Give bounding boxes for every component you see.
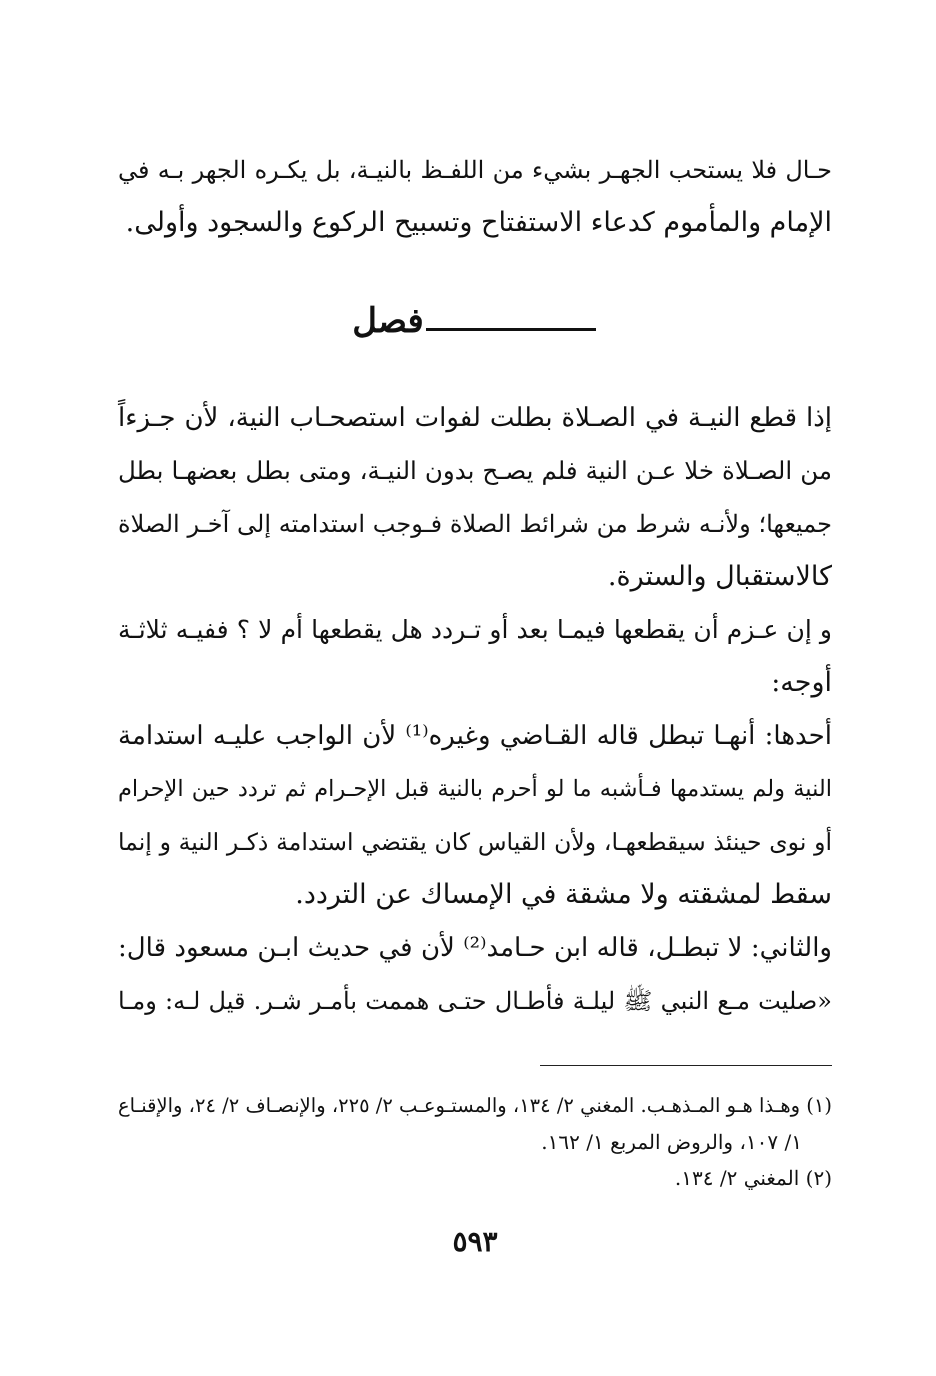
body-line: سقط لمشقته ولا مشقة في الإمساك عن التردد. xyxy=(295,879,832,910)
footnote-separator xyxy=(540,1065,832,1066)
body-line: أو نوى حينئذ سيقطعهـا، ولأن القياس كان يقتضي استدامة ذكـر النية و إنما xyxy=(118,828,832,856)
body-line: من الصـلاة خلا عـن النية فلم يصـح بدون النيـة، ومتى بطل بعضهـا بطل xyxy=(118,456,832,485)
body-line: إذا قطع النيـة في الصـلاة بطلت لفوات استصحـاب النية، لأن جـزءاً xyxy=(118,403,832,433)
body-line: جميعها؛ ولأنـه شرط من شرائط الصلاة فـوجب استدامته إلى آخـر الصلاة xyxy=(118,510,832,538)
footnote-line: (٢) المغني ٢/ ١٣٤. xyxy=(674,1166,832,1190)
body-line: أوجه: xyxy=(771,667,832,698)
body-line: والثاني: لا تبطـل، قاله ابن حـامد⁽²⁾ لأن في حديث ابـن مسعود قال: xyxy=(118,933,832,963)
book-page xyxy=(118,0,832,1376)
heading-kashida-line xyxy=(426,328,596,331)
body-line: حـال فلا يستحب الجهـر بشيء من اللفـظ بالنيـة، بل يكـره الجهر بـه في xyxy=(118,156,832,184)
footnote-line: (١) وهـذا هـو المـذهـب. المغني ٢/ ١٣٤، والمستـوعـب ٢/ ٢٢٥، والإنصـاف ٢/ ٢٤، والإقنـاع xyxy=(118,1094,832,1117)
footnote-line: ١/ ١٠٧، والروض المربع ١/ ١٦٢. xyxy=(541,1130,802,1154)
section-heading xyxy=(118,296,832,346)
body-line: أحدها: أنهـا تبطل قاله القـاضي وغيره⁽¹⁾ لأن الواجب عليـه استدامة xyxy=(118,721,832,751)
section-heading-text: فصل xyxy=(352,301,424,341)
body-line: «صليت مـع النبي ﷺ ليلـة فأطـال حتـى هممت بأمـر شـر. قيل لـه: ومـا xyxy=(118,987,832,1015)
body-line: النية ولم يستدمها فـأشبه ما لو أحرم بالنية قبل الإحـرام ثم تردد حين الإحرام xyxy=(118,776,832,802)
page-number: ٥٩٣ xyxy=(452,1225,498,1258)
body-line: الإمام والمأموم كدعاء الاستفتاح وتسبيح الركوع والسجود وأولى. xyxy=(125,207,832,238)
body-line: و إن عـزم أن يقطعها فيمـا بعد أو تـردد هل يقطعها أم لا ؟ ففيـه ثلاثـة xyxy=(118,615,832,644)
body-line: كالاستقبال والسترة. xyxy=(607,561,832,592)
